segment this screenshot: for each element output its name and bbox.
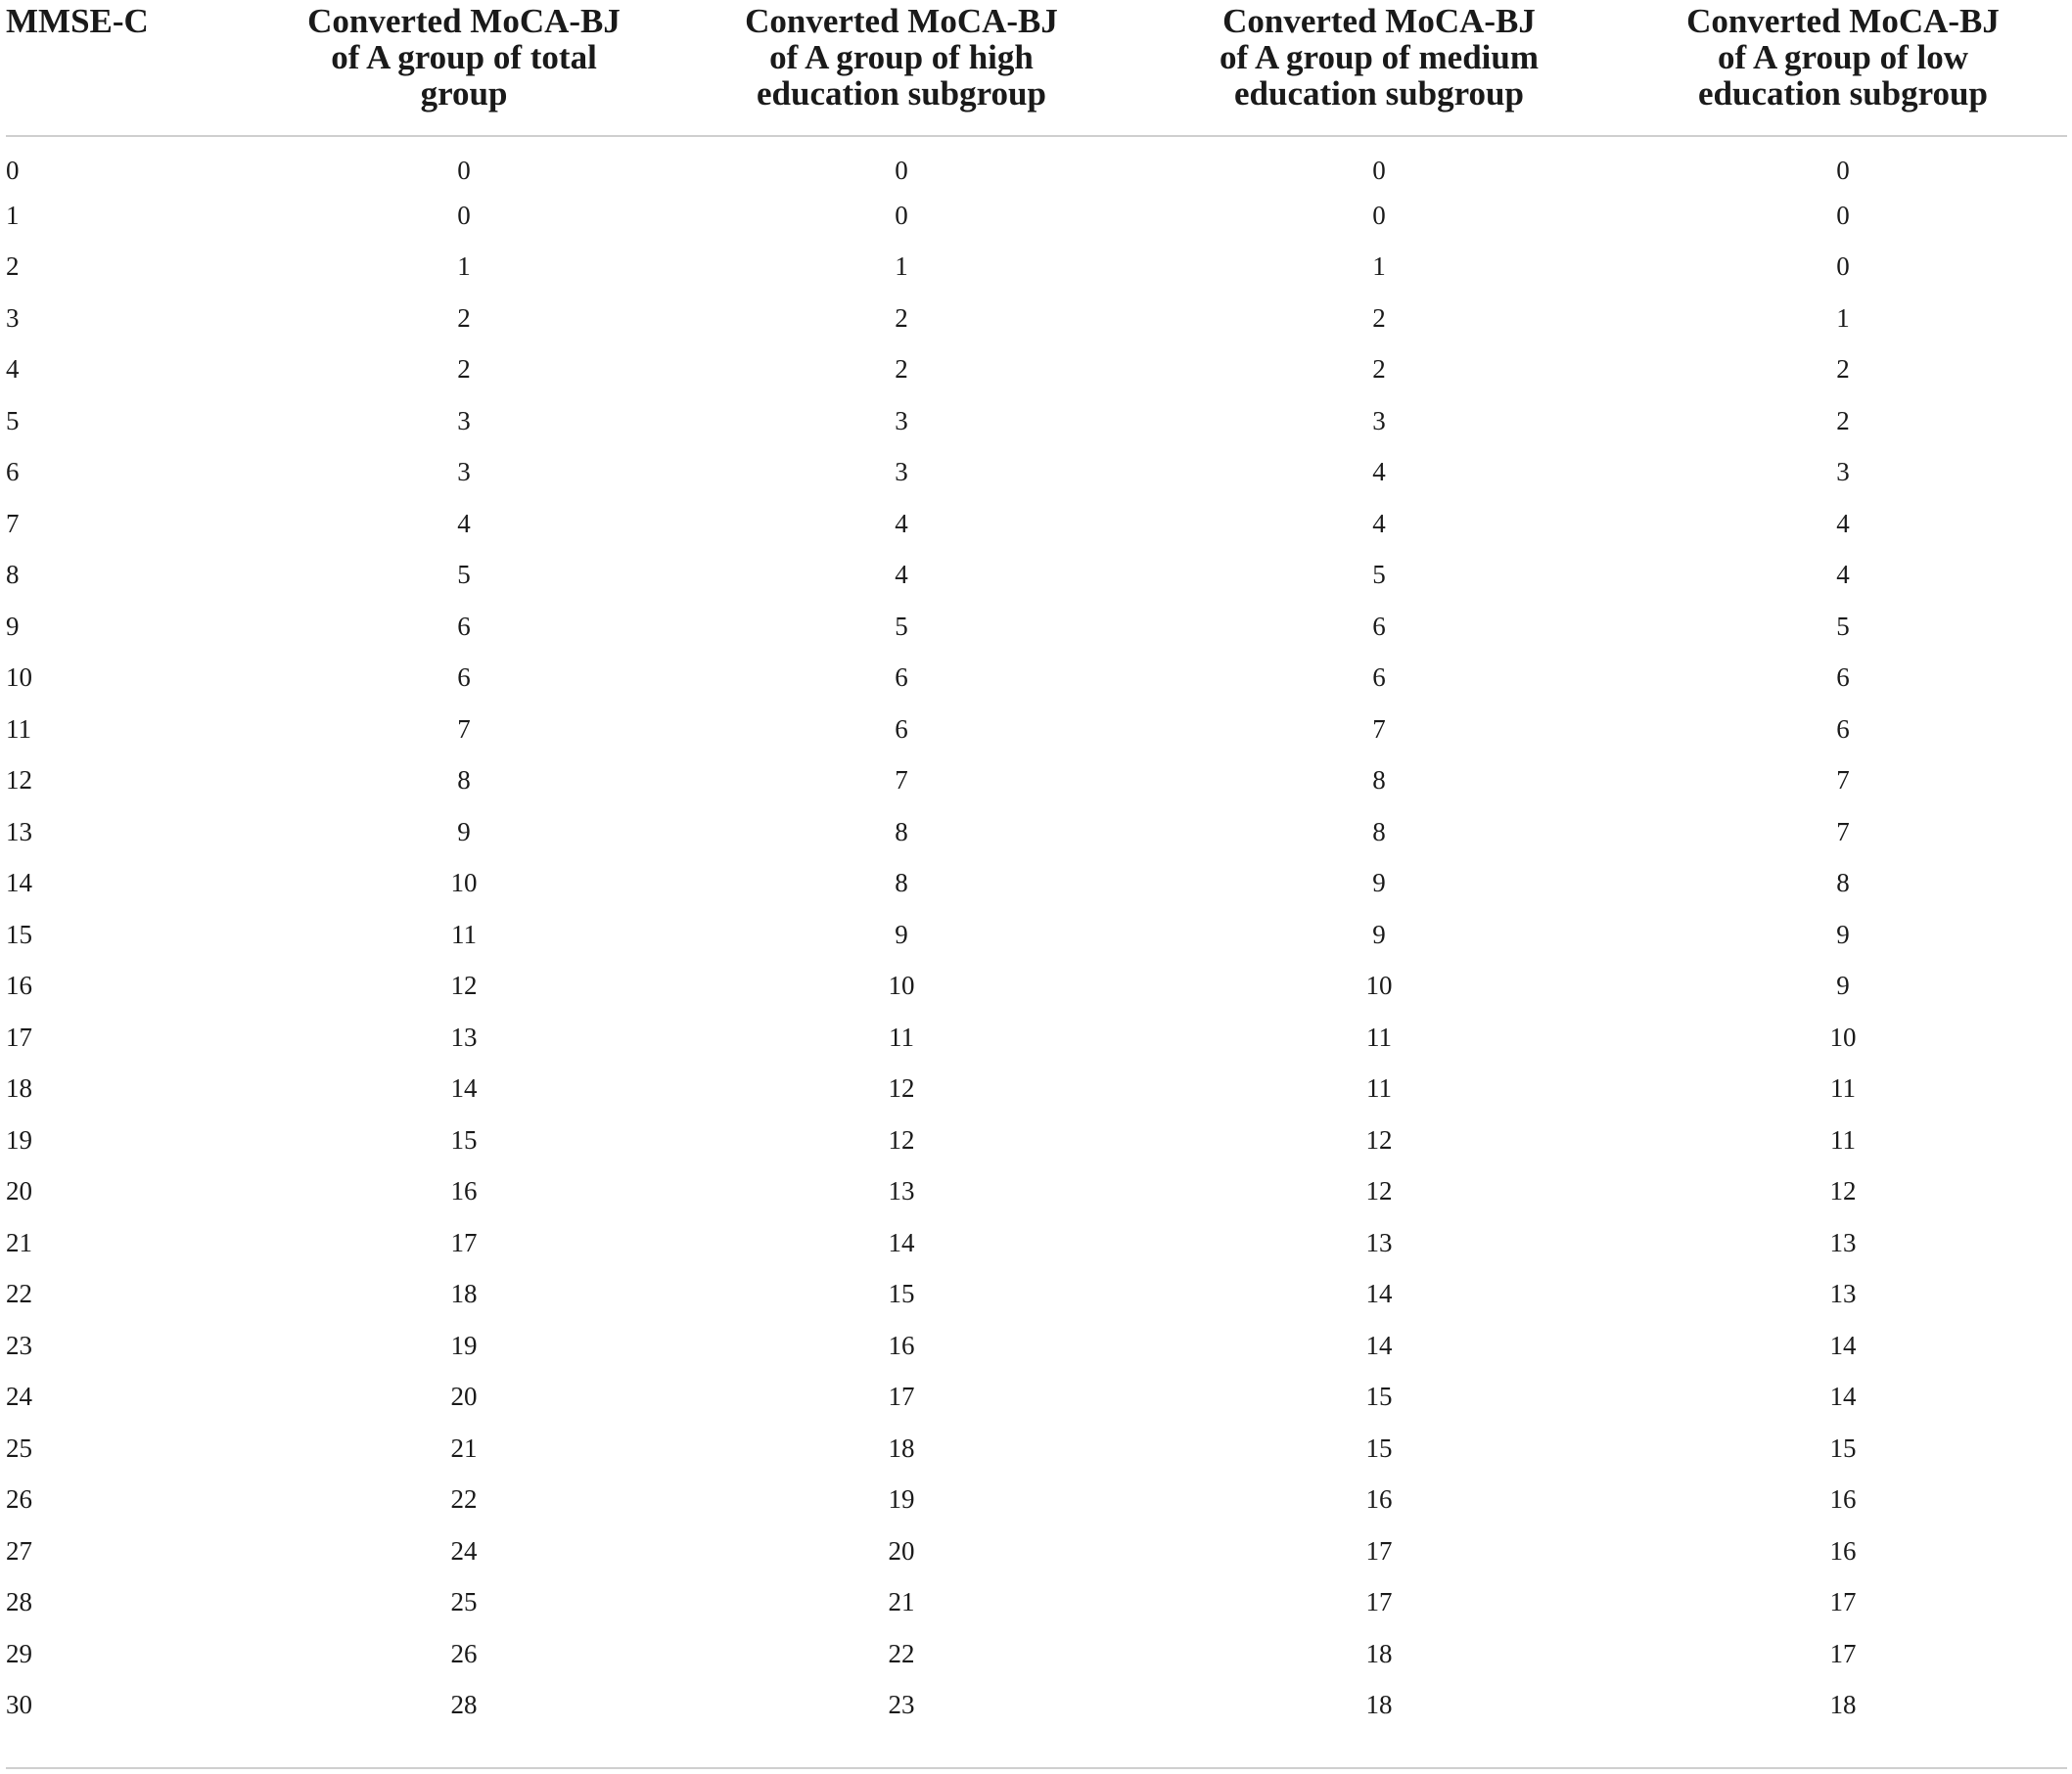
conversion-table <box>6 0 2067 1731</box>
table-row <box>6 755 2067 807</box>
converted-score-cell: 26 <box>450 1638 478 1668</box>
converted-score-cell: 6 <box>895 713 908 744</box>
table-row <box>6 1012 2067 1064</box>
table-row <box>6 601 2067 653</box>
table-row <box>6 1064 2067 1115</box>
converted-score-cell: 15 <box>1829 1433 1857 1463</box>
converted-score-cell: 18 <box>450 1279 478 1309</box>
converted-score-cell: 9 <box>895 919 908 949</box>
mmse-c-cell: 16 <box>6 971 32 1001</box>
converted-score-cell: 15 <box>1365 1433 1393 1463</box>
mmse-c-cell: 10 <box>6 662 32 693</box>
mmse-c-cell: 27 <box>6 1535 32 1566</box>
header-high-education: Converted MoCA-BJ of A group of high education subgroup <box>664 0 1139 136</box>
converted-score-cell: 20 <box>888 1535 915 1566</box>
converted-score-cell: 2 <box>1372 354 1386 385</box>
mmse-c-cell: 5 <box>6 405 20 435</box>
table-row <box>6 1320 2067 1372</box>
table-bottom-rule <box>6 1767 2067 1769</box>
converted-score-cell: 0 <box>1372 155 1386 185</box>
converted-score-cell: 19 <box>888 1484 915 1515</box>
converted-score-cell: 14 <box>1829 1330 1857 1360</box>
converted-score-cell: 8 <box>457 765 471 796</box>
table-row <box>6 806 2067 858</box>
table-row <box>6 190 2067 242</box>
converted-score-cell: 9 <box>1372 868 1386 898</box>
mmse-c-cell: 0 <box>6 155 20 185</box>
converted-score-cell: 2 <box>1836 405 1850 435</box>
converted-score-cell: 23 <box>888 1690 915 1720</box>
mmse-c-cell: 30 <box>6 1690 32 1720</box>
converted-score-cell: 6 <box>1372 662 1386 693</box>
converted-score-cell: 13 <box>888 1176 915 1206</box>
table-row <box>6 242 2067 294</box>
converted-score-cell: 16 <box>1829 1484 1857 1515</box>
table-row <box>6 395 2067 447</box>
mmse-c-cell: 13 <box>6 816 32 846</box>
converted-score-cell: 10 <box>1829 1022 1857 1052</box>
converted-score-cell: 16 <box>1365 1484 1393 1515</box>
converted-score-cell: 18 <box>1365 1638 1393 1668</box>
converted-score-cell: 0 <box>895 200 908 230</box>
converted-score-cell: 19 <box>450 1330 478 1360</box>
converted-score-cell: 2 <box>1836 354 1850 385</box>
converted-score-cell: 1 <box>895 251 908 282</box>
table-row <box>6 1680 2067 1732</box>
table-row <box>6 293 2067 344</box>
converted-score-cell: 14 <box>450 1073 478 1104</box>
converted-score-cell: 11 <box>1830 1124 1856 1155</box>
mmse-c-cell: 29 <box>6 1638 32 1668</box>
converted-score-cell: 0 <box>1836 155 1850 185</box>
converted-score-cell: 14 <box>1365 1330 1393 1360</box>
converted-score-cell: 3 <box>895 405 908 435</box>
mmse-c-cell: 1 <box>6 200 20 230</box>
converted-score-cell: 4 <box>1836 508 1850 538</box>
converted-score-cell: 14 <box>888 1227 915 1257</box>
converted-score-cell: 13 <box>1365 1227 1393 1257</box>
converted-score-cell: 4 <box>457 508 471 538</box>
converted-score-cell: 11 <box>1366 1022 1392 1052</box>
table-row <box>6 1166 2067 1218</box>
converted-score-cell: 11 <box>1830 1073 1856 1104</box>
mmse-c-cell: 9 <box>6 611 20 641</box>
converted-score-cell: 17 <box>1365 1587 1393 1617</box>
mmse-c-cell: 18 <box>6 1073 32 1104</box>
converted-score-cell: 7 <box>1836 816 1850 846</box>
table-row <box>6 498 2067 550</box>
table-row <box>6 136 2067 190</box>
table-row <box>6 961 2067 1013</box>
converted-score-cell: 0 <box>1836 251 1850 282</box>
converted-score-cell: 9 <box>1836 919 1850 949</box>
mmse-c-cell: 17 <box>6 1022 32 1052</box>
mmse-c-cell: 4 <box>6 354 20 385</box>
converted-score-cell: 6 <box>1372 611 1386 641</box>
converted-score-cell: 6 <box>1836 713 1850 744</box>
converted-score-cell: 2 <box>1372 302 1386 333</box>
table-row <box>6 1577 2067 1629</box>
mmse-c-cell: 20 <box>6 1176 32 1206</box>
converted-score-cell: 18 <box>888 1433 915 1463</box>
converted-score-cell: 4 <box>1836 560 1850 590</box>
converted-score-cell: 17 <box>888 1382 915 1412</box>
converted-score-cell: 8 <box>1372 816 1386 846</box>
table-row <box>6 1525 2067 1577</box>
converted-score-cell: 11 <box>889 1022 914 1052</box>
converted-score-cell: 3 <box>1836 457 1850 487</box>
table-row <box>6 1628 2067 1680</box>
converted-score-cell: 0 <box>1372 200 1386 230</box>
converted-score-cell: 4 <box>1372 508 1386 538</box>
converted-score-cell: 4 <box>895 508 908 538</box>
converted-score-cell: 17 <box>1829 1587 1857 1617</box>
converted-score-cell: 5 <box>1372 560 1386 590</box>
converted-score-cell: 6 <box>457 662 471 693</box>
converted-score-cell: 13 <box>1829 1279 1857 1309</box>
converted-score-cell: 18 <box>1829 1690 1857 1720</box>
table-row <box>6 1475 2067 1526</box>
converted-score-cell: 21 <box>888 1587 915 1617</box>
converted-score-cell: 0 <box>1836 200 1850 230</box>
converted-score-cell: 25 <box>450 1587 478 1617</box>
mmse-c-cell: 8 <box>6 560 20 590</box>
table-row <box>6 550 2067 602</box>
mmse-c-cell: 25 <box>6 1433 32 1463</box>
table-body <box>6 136 2067 1731</box>
mmse-c-cell: 2 <box>6 251 20 282</box>
converted-score-cell: 15 <box>450 1124 478 1155</box>
converted-score-cell: 22 <box>450 1484 478 1515</box>
mmse-c-cell: 3 <box>6 302 20 333</box>
converted-score-cell: 10 <box>450 868 478 898</box>
mmse-c-cell: 7 <box>6 508 20 538</box>
mmse-c-cell: 12 <box>6 765 32 796</box>
converted-score-cell: 7 <box>1836 765 1850 796</box>
mmse-c-cell: 26 <box>6 1484 32 1515</box>
converted-score-cell: 17 <box>450 1227 478 1257</box>
converted-score-cell: 3 <box>457 405 471 435</box>
converted-score-cell: 1 <box>1372 251 1386 282</box>
converted-score-cell: 17 <box>1365 1535 1393 1566</box>
converted-score-cell: 15 <box>1365 1382 1393 1412</box>
converted-score-cell: 10 <box>888 971 915 1001</box>
mmse-c-cell: 22 <box>6 1279 32 1309</box>
converted-score-cell: 2 <box>895 354 908 385</box>
converted-score-cell: 6 <box>895 662 908 693</box>
table-row <box>6 909 2067 961</box>
converted-score-cell: 3 <box>457 457 471 487</box>
table-row <box>6 1217 2067 1269</box>
converted-score-cell: 9 <box>1372 919 1386 949</box>
converted-score-cell: 8 <box>895 868 908 898</box>
converted-score-cell: 12 <box>1829 1176 1857 1206</box>
converted-score-cell: 12 <box>1365 1176 1393 1206</box>
converted-score-cell: 5 <box>457 560 471 590</box>
table-row <box>6 858 2067 910</box>
table-row <box>6 653 2067 705</box>
table-row <box>6 1269 2067 1321</box>
converted-score-cell: 9 <box>457 816 471 846</box>
converted-score-cell: 21 <box>450 1433 478 1463</box>
mmse-c-cell: 6 <box>6 457 20 487</box>
converted-score-cell: 11 <box>451 919 477 949</box>
converted-score-cell: 12 <box>888 1124 915 1155</box>
mmse-c-cell: 19 <box>6 1124 32 1155</box>
header-medium-education: Converted MoCA-BJ of A group of medium education subgroup <box>1139 0 1619 136</box>
converted-score-cell: 28 <box>450 1690 478 1720</box>
converted-score-cell: 0 <box>457 155 471 185</box>
table-row <box>6 1114 2067 1166</box>
converted-score-cell: 1 <box>457 251 471 282</box>
converted-score-cell: 4 <box>895 560 908 590</box>
header-mmse-c: MMSE-C <box>6 0 264 136</box>
table-row <box>6 1372 2067 1424</box>
converted-score-cell: 14 <box>1365 1279 1393 1309</box>
converted-score-cell: 16 <box>888 1330 915 1360</box>
converted-score-cell: 2 <box>895 302 908 333</box>
converted-score-cell: 11 <box>1366 1073 1392 1104</box>
converted-score-cell: 18 <box>1365 1690 1393 1720</box>
converted-score-cell: 2 <box>457 302 471 333</box>
converted-score-cell: 15 <box>888 1279 915 1309</box>
table-row <box>6 344 2067 396</box>
converted-score-cell: 5 <box>895 611 908 641</box>
header-row <box>6 0 2067 136</box>
mmse-c-cell: 24 <box>6 1382 32 1412</box>
converted-score-cell: 24 <box>450 1535 478 1566</box>
converted-score-cell: 7 <box>895 765 908 796</box>
converted-score-cell: 7 <box>1372 713 1386 744</box>
mmse-c-cell: 28 <box>6 1587 32 1617</box>
converted-score-cell: 1 <box>1836 302 1850 333</box>
converted-score-cell: 16 <box>450 1176 478 1206</box>
converted-score-cell: 0 <box>457 200 471 230</box>
converted-score-cell: 0 <box>895 155 908 185</box>
converted-score-cell: 8 <box>1372 765 1386 796</box>
converted-score-cell: 20 <box>450 1382 478 1412</box>
converted-score-cell: 13 <box>1829 1227 1857 1257</box>
converted-score-cell: 8 <box>895 816 908 846</box>
converted-score-cell: 2 <box>457 354 471 385</box>
converted-score-cell: 5 <box>1836 611 1850 641</box>
converted-score-cell: 13 <box>450 1022 478 1052</box>
converted-score-cell: 6 <box>457 611 471 641</box>
converted-score-cell: 3 <box>895 457 908 487</box>
table-row <box>6 447 2067 499</box>
header-low-education: Converted MoCA-BJ of A group of low education subgroup <box>1619 0 2067 136</box>
converted-score-cell: 16 <box>1829 1535 1857 1566</box>
table-row <box>6 704 2067 755</box>
mmse-c-cell: 23 <box>6 1330 32 1360</box>
converted-score-cell: 4 <box>1372 457 1386 487</box>
converted-score-cell: 12 <box>888 1073 915 1104</box>
table-header <box>6 0 2067 136</box>
mmse-c-cell: 14 <box>6 868 32 898</box>
converted-score-cell: 14 <box>1829 1382 1857 1412</box>
mmse-c-cell: 21 <box>6 1227 32 1257</box>
converted-score-cell: 9 <box>1836 971 1850 1001</box>
converted-score-cell: 3 <box>1372 405 1386 435</box>
converted-score-cell: 22 <box>888 1638 915 1668</box>
table-row <box>6 1423 2067 1475</box>
converted-score-cell: 10 <box>1365 971 1393 1001</box>
mmse-c-cell: 11 <box>6 713 31 744</box>
converted-score-cell: 7 <box>457 713 471 744</box>
converted-score-cell: 17 <box>1829 1638 1857 1668</box>
converted-score-cell: 8 <box>1836 868 1850 898</box>
mmse-c-cell: 15 <box>6 919 32 949</box>
converted-score-cell: 6 <box>1836 662 1850 693</box>
header-total-group: Converted MoCA-BJ of A group of total group <box>264 0 664 136</box>
converted-score-cell: 12 <box>450 971 478 1001</box>
converted-score-cell: 12 <box>1365 1124 1393 1155</box>
